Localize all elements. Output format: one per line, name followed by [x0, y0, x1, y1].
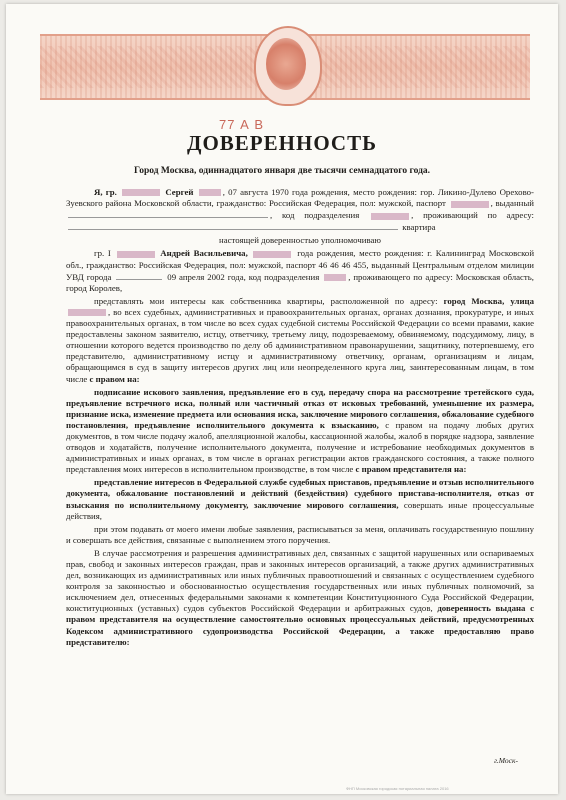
blank-line — [68, 221, 398, 230]
principal-name: Сергей — [165, 187, 194, 197]
page-footer-note: г.Моск- — [494, 756, 518, 765]
document-title: ДОВЕРЕННОСТЬ — [187, 131, 377, 155]
redaction-mark — [451, 201, 489, 208]
represent-text: представлять мои интересы как собственника квартиры, расположенной по адресу: — [94, 295, 438, 306]
blank-line — [116, 271, 162, 280]
principal-apartment: квартира — [402, 222, 436, 233]
fssp-bold: представление интересов в Федеральной службе судебных приставов, предъявление и отзыв исполнительного документа, обжалование постановлений и действий (бездействия) судебного пристава-исполнителя, отказ от взыскания по исполнительному документу, заключение мирового соглашения, — [66, 477, 534, 510]
rights-plain: с правом на подачу любых других документов, в том числе подачу жалоб, апелляционной жалобы, кассационной жалобы, жалоб в порядке надзора, заявление отводов и ходатайств, получение исполнительного документа, получение и истребование необходимых документов в административных и иных органах, в том числе в органах регистрации актов гражданского состояния, а также полного представления моих интересов в исполнительном производстве, в том числе — [66, 419, 534, 475]
document-body — [66, 187, 534, 650]
rights-rep: с правом представителя на: — [355, 464, 467, 475]
principal-paragraph — [66, 187, 534, 233]
fssp-paragraph — [66, 477, 534, 521]
agent-address: , проживающего по адресу: Московская область, город Королев, — [66, 271, 534, 293]
redaction-mark — [117, 251, 155, 258]
emblem-inner — [266, 38, 306, 90]
redaction-mark — [371, 213, 409, 220]
coat-of-arms-emblem — [254, 26, 322, 106]
principal-details: , 07 августа 1970 года рождения, место рождения: гор. Ликино-Дулево Орехово-Зуевского района Московской области, гражданство: Российская Федерация, пол: мужской, паспорт — [66, 187, 534, 209]
blank-line — [68, 209, 268, 218]
apply-paragraph: при этом подавать от моего имени любые заявления, расписываться за меня, оплачивать государственную пошлину и совершать все действия, связанные с выполнением этого поручения. — [66, 523, 534, 545]
principal-prefix: Я, гр. — [94, 187, 117, 197]
rights-bold: подписание искового заявления, предъявление его в суд, передачу спора на рассмотрение третейского суда, предъявление встречного иска, полный или частичный отказ от исковых требований, уменьшение их размера, признание иска, изменение предмета или основания иска, заключение мирового соглашения, обжалование судебного постановления, предъявление исполнительного документа к взысканию, — [66, 386, 534, 430]
redaction-mark — [199, 189, 221, 196]
rights-paragraph — [66, 387, 534, 476]
principal-issued: , выданный — [490, 198, 534, 209]
represent-paragraph — [66, 296, 534, 385]
agent-name: Андрей Васильевича, — [160, 248, 248, 259]
represent-address: город Москва, улица — [443, 295, 535, 306]
admin-bold: доверенность выдана с правом представителя на осуществление самостоятельно основных процессуальных действий, предусмотренных Кодексом административного судопроизводства Российской Федерации, а также предоставляю право представителю: — [66, 603, 535, 647]
form-serial: 77 А В — [219, 117, 265, 132]
redaction-mark — [122, 189, 160, 196]
redaction-mark — [68, 309, 106, 316]
microprint: ФНП Московская городская нотариальная палата 2016 — [346, 786, 449, 791]
authorize-line: настоящей доверенностью уполномочиваю — [219, 235, 381, 246]
principal-code: , код подразделения — [270, 210, 360, 221]
fssp-plain: совершать иные процессуальные действия, — [66, 499, 534, 521]
agent-date: 09 апреля 2002 года, код подразделения — [167, 271, 320, 282]
admin-paragraph — [66, 548, 534, 648]
represent-rights-lead: с правом на: — [89, 373, 140, 384]
redaction-mark — [324, 274, 346, 281]
agent-details: года рождения, место рождения: г. Калининград Московской обл., гражданство: Российская Федерация, пол: мужской, паспорт 46 46 46 455, выданный Центральным отделом милиции УВД города — [66, 248, 535, 282]
city-date-line: Город Москва, одиннадцатого января две тысячи семнадцатого года. — [133, 166, 430, 176]
document-page — [6, 4, 558, 794]
redaction-mark — [253, 251, 291, 258]
agent-paragraph — [66, 248, 534, 293]
agent-prefix: гр. I — [94, 248, 111, 259]
admin-plain: В случае рассмотрения и разрешения административных дел, связанных с защитой нарушенных или оспариваемых прав, свобод и законных интересов граждан, прав и законных интересов организаций, а также других административных дел, возникающих из административных или иных публичных правоотношений и связанных с осуществлением судебного контроля за законностью и обоснованностью осуществления государственных или иных публичных полномочий, за исключением дел, отнесенных федеральными законами к компетенции Конституционного Суда Российской Федерации, конституционных (уставных) судов субъектов Российской Федерации и арбитражных судов, — [66, 547, 534, 614]
principal-address-label: , проживающий по адресу: — [411, 210, 534, 221]
represent-scope: , во всех судебных, административных и правоохранительных органах, органах дознания, прокуратуре, и иных правоохранительных органах, в том числе во всех судах судебной системы Российской Федерации со всеми правами, какие предоставлены законом заявителю, истцу, ответчику, третьему лицу, подозреваемому, обвиняемому, подсудимому, лицу, в отношении которого ведется производство по делу об административном правонарушении, защитнику, потерпевшему, его представителю, административному истцу и административному ответчику, органам, организациям и лицам, обращающимся в суд в защиту интересов других лиц или неопределенного круга лиц, заинтересованным лицам, в том числе — [66, 306, 534, 384]
